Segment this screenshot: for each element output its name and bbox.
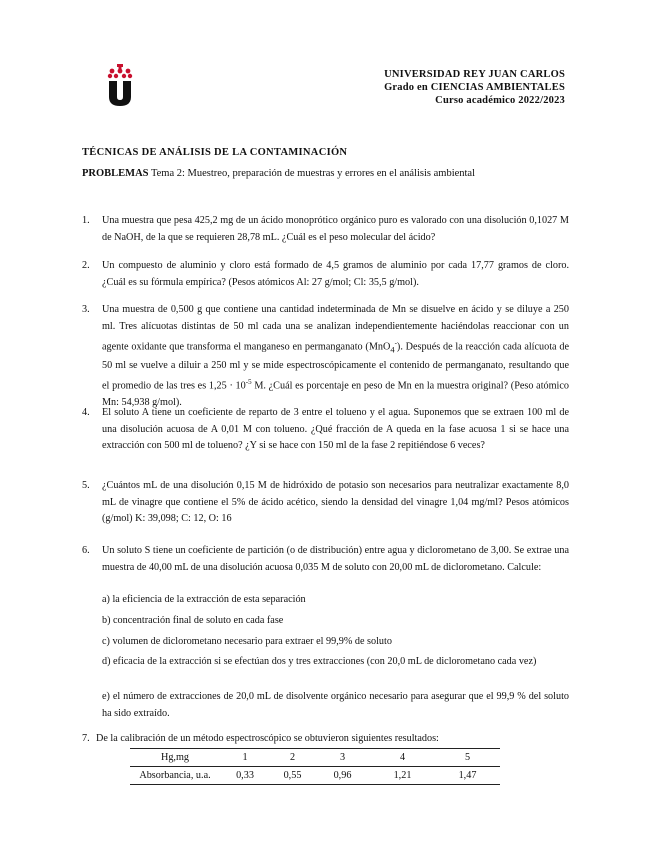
problem-4	[82, 405, 569, 455]
table-cell: 1	[220, 749, 270, 767]
problem-3	[82, 302, 569, 412]
problem-6-part-a: a) la eficiencia de la extracción de esta separación	[102, 594, 306, 605]
table-cell: 2	[270, 749, 315, 767]
document-subtitle	[82, 168, 475, 179]
problem-text-part: ). Después de la reacción cada alícuota de 50 ml se vuelve a diluir a 250 ml y se mide espectroscópicamente el contenido de permanganato, resultando que el promedio de las tres es 1,25 · 10	[102, 341, 569, 392]
problem-text-part: Una muestra de 0,500 g que contiene una cantidad indeterminada de Mn se disuelve en ácido y se diluye a 250 ml. Tres alícuotas distintas de 50 ml cada una se analizan independientemente haciéndolas reaccionar con un agente oxidante que transforma el manganeso en permanganato (MnO	[102, 304, 569, 353]
problem-text: El soluto A tiene un coeficiente de reparto de 3 entre el tolueno y el agua. Suponemos que se extraen 100 ml de una disolución acuosa de A 0,01 M con tolueno. ¿Qué fracción de A queda en la fase acuosa 1 si se hace una extracción con 500 ml de tolueno? ¿Y si se hace con 150 ml de la fase 2 repitiéndose 6 veces?	[102, 407, 569, 451]
university-name: UNIVERSIDAD REY JUAN CARLOS	[384, 69, 565, 80]
subtitle-bold: PROBLEMAS	[82, 168, 149, 179]
table-cell: 5	[435, 749, 500, 767]
document-title: TÉCNICAS DE ANÁLISIS DE LA CONTAMINACIÓN	[82, 147, 348, 158]
table-cell: 0,33	[220, 767, 270, 785]
exponent: -5	[245, 378, 252, 387]
academic-year: Curso académico 2022/2023	[435, 95, 565, 106]
table-cell: 1,47	[435, 767, 500, 785]
degree-name: Grado en CIENCIAS AMBIENTALES	[384, 82, 565, 93]
problem-text: De la calibración de un método espectroscópico se obtuvieron siguientes resultados:	[96, 733, 439, 744]
problem-6-part-b: b) concentración final de soluto en cada fase	[102, 615, 284, 626]
table-cell: Hg,mg	[130, 749, 220, 767]
problem-text: Una muestra que pesa 425,2 mg de un ácido monoprótico orgánico puro es valorado con una disolución 0,1027 M de NaOH, de la que se requieren 28,78 mL. ¿Cuál es el peso molecular del ácido?	[102, 215, 569, 243]
table-header-row	[130, 749, 500, 767]
table-cell: Absorbancia, u.a.	[130, 767, 220, 785]
university-logo	[104, 64, 136, 106]
problem-number: 3.	[82, 304, 90, 315]
problem-number: 2.	[82, 260, 90, 271]
problem-6	[82, 543, 569, 576]
table-row	[130, 767, 500, 785]
problem-number: 4.	[82, 407, 90, 418]
subscript: 4	[390, 344, 395, 355]
problem-text: Un soluto S tiene un coeficiente de partición (o de distribución) entre agua y diclorometano de 3,00. Se extrae una muestra de 40,00 mL de una disolución acuosa 0,035 M de soluto con 20,00 mL de diclorometano. Calcule:	[102, 545, 569, 573]
table-cell: 3	[315, 749, 370, 767]
problem-6-part-d: d) eficacia de la extracción si se efectúan dos y tres extracciones (con 20,0 mL de diclorometano cada vez)	[102, 656, 537, 667]
superscript-charge: -	[394, 339, 397, 347]
problem-1	[82, 213, 569, 246]
problem-text: ¿Cuántos mL de una disolución 0,15 M de hidróxido de potasio son necesarios para neutralizar exactamente 8,0 mL de vinagre que contiene el 5% de ácido acético, siendo la densidad del vinagre 1,04 mg/ml? Pesos atómicos (g/mol) K: 39,098; C: 12, O: 16	[102, 480, 569, 524]
table-cell: 0,55	[270, 767, 315, 785]
problem-7	[82, 731, 569, 748]
table-cell: 4	[370, 749, 435, 767]
table-cell: 1,21	[370, 767, 435, 785]
calibration-table	[130, 748, 500, 785]
problem-number: 1.	[82, 215, 90, 226]
document-header	[384, 68, 565, 107]
problem-text-part: M. ¿Cuál es porcentaje en peso de Mn en la muestra original? (Peso atómico Mn: 54,938 g/mol).	[102, 380, 569, 409]
problem-number: 7.	[82, 733, 90, 744]
problem-number: 6.	[82, 545, 90, 556]
subtitle-rest: Tema 2: Muestreo, preparación de muestras y errores en el análisis ambiental	[148, 168, 476, 179]
problem-number: 5.	[82, 480, 90, 491]
problem-text	[102, 302, 569, 412]
problem-6-part-e: e) el número de extracciones de 20,0 mL de disolvente orgánico necesario para asegurar que el 99,9 % del soluto ha sido extraído.	[102, 691, 569, 719]
problem-6-part-c: c) volumen de diclorometano necesario para extraer el 99,9% de soluto	[102, 636, 392, 647]
problem-2	[82, 258, 569, 291]
problem-text: Un compuesto de aluminio y cloro está formado de 4,5 gramos de aluminio por cada 17,77 gramos de cloro. ¿Cuál es su fórmula empírica? (Pesos atómicos Al: 27 g/mol; Cl: 35,5 g/mol).	[102, 260, 569, 288]
table-cell: 0,96	[315, 767, 370, 785]
problem-5	[82, 478, 569, 528]
